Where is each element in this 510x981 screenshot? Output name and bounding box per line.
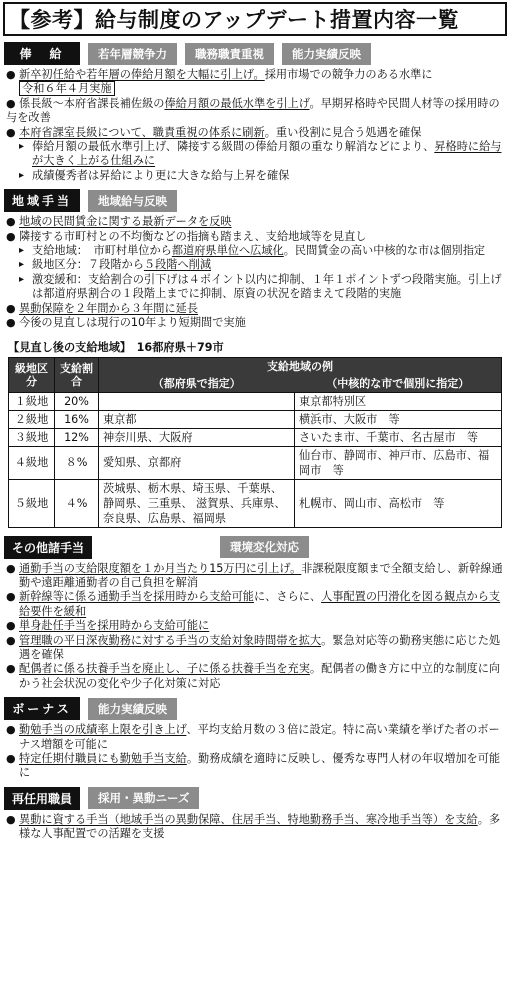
cell-pref: 愛知県、京都府: [99, 446, 295, 479]
cell-grade: ２級地: [9, 410, 55, 428]
cell-grade: ５級地: [9, 479, 55, 527]
header-area: 支給地域の例: [99, 357, 502, 375]
cell-pref: 神奈川県、大阪府: [99, 428, 295, 446]
bullet: ● 特定任期付職員にも勤勉手当支給。勤務成績を適時に反映し、優秀な専門人材の年収増加を可能に: [6, 752, 506, 781]
cell-city: 札幌市、岡山市、高松市 等: [295, 479, 502, 527]
tag-performance: 能力実績反映: [282, 43, 371, 65]
tag-regional: 地域給与反映: [88, 190, 177, 212]
cell-city: 東京都特別区: [295, 392, 502, 410]
bullet: ● 通勤手当の支給限度額を１か月当たり15万円に引上げ。非課税限度額まで全額支給し、新幹線通勤や遠距離通勤者の自己負担を解消: [6, 562, 506, 591]
cell-rate: 16%: [55, 410, 99, 428]
section-header-allowances: [0, 536, 510, 559]
effective-date-box: 令和６年４月実施: [19, 81, 115, 96]
header-city: （中核的な市で個別に指定）: [295, 375, 502, 393]
section-header-reemployed: [0, 787, 510, 810]
bonus-body: [0, 723, 510, 781]
bullet: ● 管理職の平日深夜勤務に対する手当の支給対象時間帯を拡大。緊急対応等の勤務実態に応じた処遇を確保: [6, 634, 506, 663]
cell-grade: ３級地: [9, 428, 55, 446]
cell-grade: １級地: [9, 392, 55, 410]
bullet: ● 配偶者に係る扶養手当を廃止し、子に係る扶養手当を充実。配偶者の働き方に中立的な制度に向かう社会状況の変化や少子化対策に対応: [6, 662, 506, 691]
table-row: [9, 392, 502, 410]
section-label-reemployed: 再任用職員: [4, 787, 80, 810]
tag-performance-bonus: 能力実績反映: [88, 698, 177, 720]
cell-pref: 茨城県、栃木県、埼玉県、千葉県、静岡県、三重県、 滋賀県、兵庫県、奈良県、広島県、福岡県: [99, 479, 295, 527]
table-title: 【見直し後の支給地域】 16都府県＋79市: [8, 340, 224, 354]
cell-grade: ４級地: [9, 446, 55, 479]
bullet: ● 勤勉手当の成績率上限を引き上げ、平均支給月数の３倍に設定。特に高い業績を挙げた者のボーナス増額を可能に: [6, 723, 506, 752]
section-label-regional: 地域手当: [4, 189, 80, 212]
bullet: ● 新卒初任給や若年層の俸給月額を大幅に引上げ。採用市場での競争力のある水準に 令和６年４月実施: [6, 68, 506, 97]
cell-city: さいたま市、千葉市、名古屋市 等: [295, 428, 502, 446]
sub-bullet: ▸ 級地区分：７段階から５段階へ削減: [6, 258, 506, 272]
bullet: ● 隣接する市町村との不均衡などの指摘も踏まえ、支給地域等を見直し: [6, 230, 506, 244]
bullet: ● 異動保障を２年間から３年間に延長: [6, 302, 506, 316]
cell-city: 横浜市、大阪市 等: [295, 410, 502, 428]
page-title: 【参考】給与制度のアップデート措置内容一覧: [3, 2, 507, 36]
bullet: ● 本府省課室長級について、職責重視の体系に刷新。重い役割に見合う処遇を確保: [6, 126, 506, 140]
bullet: ● 異動に資する手当（地域手当の異動保障、住居手当、特地勤務手当、寒冷地手当等）を支給。多様な人事配置での活躍を支援: [6, 813, 506, 842]
tag-environment: 環境変化対応: [220, 536, 309, 558]
bullet: ● 係長級～本府省課長補佐級の俸給月額の最低水準を引上げ。早期昇格時や民間人材等の採用時の: [6, 97, 506, 111]
area-table: [8, 357, 502, 528]
salary-body: [0, 68, 510, 183]
table-row: [9, 479, 502, 527]
tag-young-competitiveness: 若年層競争力: [88, 43, 177, 65]
section-header-bonus: [0, 697, 510, 720]
header-pref: （都府県で指定）: [99, 375, 295, 393]
section-header-salary: [0, 42, 510, 65]
reemployed-body: [0, 813, 510, 842]
cell-rate: 12%: [55, 428, 99, 446]
section-label-allowances: その他諸手当: [4, 536, 92, 559]
bullet: ● 今後の見直しは現行の10年より短期間で実施: [6, 316, 506, 330]
table-row: [9, 410, 502, 428]
bullet: ● 地域の民間賃金に関する最新データを反映: [6, 215, 506, 229]
sub-bullet: ▸ 俸給月額の最低水準引上げ、隣接する級間の俸給月額の重なり解消などにより、昇格時に給与が大きく上がる仕組みに: [6, 140, 506, 169]
table-row: [9, 428, 502, 446]
tag-recruit-transfer: 採用・異動ニーズ: [88, 787, 199, 809]
regional-body: [0, 215, 510, 330]
table-header-row: [9, 357, 502, 375]
header-grade: 級地区分: [9, 357, 55, 392]
page: [0, 2, 510, 981]
section-label-salary: 俸 給: [4, 42, 80, 65]
sub-bullet: ▸ 支給地域： 市町村単位から都道府県単位へ広域化。民間賃金の高い中核的な市は個別指定: [6, 244, 506, 258]
header-rate: 支給割合: [55, 357, 99, 392]
bullet: ● 新幹線等に係る通勤手当を採用時から支給可能に、さらに、人事配置の円滑化を図る観点から支給要件を緩和: [6, 590, 506, 619]
section-label-bonus: ボーナス: [4, 697, 80, 720]
cell-pref: 東京都: [99, 410, 295, 428]
cell-rate: 20%: [55, 392, 99, 410]
cell-city: 仙台市、静岡市、神戸市、広島市、福岡市 等: [295, 446, 502, 479]
cell-rate: ８%: [55, 446, 99, 479]
bullet: ● 単身赴任手当を採用時から支給可能に: [6, 619, 506, 633]
cell-pref: [99, 392, 295, 410]
sub-bullet: ▸ 成績優秀者は昇給により更に大きな給与上昇を確保: [6, 169, 506, 183]
text-line: 与を改善: [6, 111, 51, 125]
cell-rate: ４%: [55, 479, 99, 527]
section-header-regional: [0, 189, 510, 212]
sub-bullet: ▸ 激変緩和：支給割合の引下げは４ポイント以内に抑制、１年１ポイントずつ段階実施。引上げは都道府県割合の１段階上までに抑制、原資の状況を踏まえて段階的実施: [6, 273, 506, 302]
allowances-body: [0, 562, 510, 692]
table-row: [9, 446, 502, 479]
tag-duty-emphasis: 職務職責重視: [185, 43, 274, 65]
